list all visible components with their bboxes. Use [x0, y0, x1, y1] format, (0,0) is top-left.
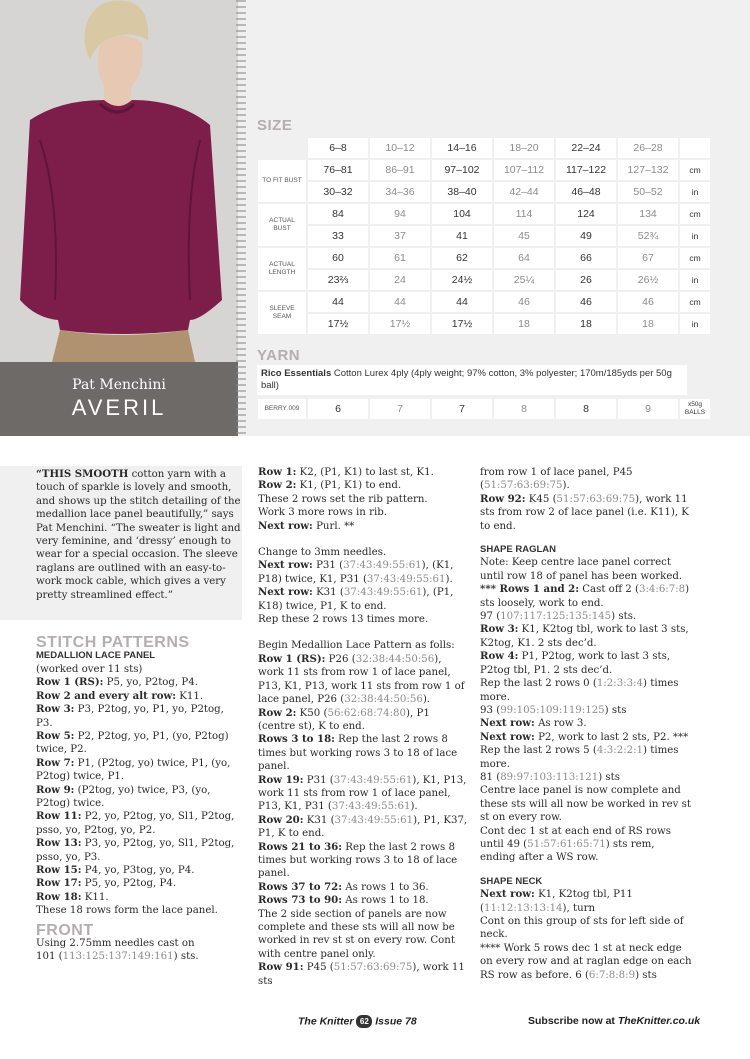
pattern-line [36, 891, 242, 904]
text-part: ), work 11 sts [258, 962, 465, 987]
measure-row [258, 182, 710, 202]
instruction [480, 942, 692, 982]
text-part: Cont dec 1 st at each end of RS rows until 49 ( [480, 825, 671, 850]
size-label-blank [258, 138, 306, 158]
size-values: 37:43:49:55:61 [333, 774, 413, 786]
measure-cell: 26½ [618, 270, 678, 290]
instruction [480, 610, 692, 623]
yarn-amount: 6 [308, 399, 368, 419]
text-part: K45 ( [525, 493, 557, 505]
measure-cell: 104 [432, 204, 492, 224]
row-label: Row 2 and every alt row: [36, 689, 177, 702]
row-text: K2, (P1, K1) to last st, K1. [296, 467, 434, 478]
size-table [256, 136, 712, 336]
text-part: ) sts loosely, work to end. [480, 584, 690, 609]
text-part: P31 ( [303, 774, 334, 786]
yarn-description [257, 365, 687, 395]
intro-box [0, 466, 242, 620]
measure-cell: 86–91 [370, 160, 430, 180]
text-part: ) times more. [480, 678, 679, 703]
pattern-line [36, 784, 242, 811]
measure-cell: 46–48 [556, 182, 616, 202]
subscribe-text: Subscribe now at [528, 1015, 618, 1027]
instruction [258, 894, 468, 907]
measure-cell: 66 [556, 248, 616, 268]
yarn-unit: x50g BALLS [680, 399, 710, 419]
pattern-line [36, 730, 242, 757]
instruction: Rep these 2 rows 13 times more. [258, 614, 429, 626]
measure-cell: 41 [432, 226, 492, 246]
measure-label: ACTUAL LENGTH [258, 248, 306, 290]
text-part: 81 ( [480, 771, 501, 783]
row-label: Row 19: [258, 773, 304, 786]
measure-cell: 127–132 [618, 160, 678, 180]
instruction [480, 744, 692, 771]
size-values: 51:57:63:69:75 [483, 480, 563, 492]
size-values: 11:12:13:13:14 [483, 902, 563, 914]
row-label: Row 91: [258, 961, 304, 974]
pattern-line [36, 877, 242, 890]
row-label: Next row: [480, 888, 535, 901]
row-label: Row 20: [258, 813, 304, 826]
row-label: Rows 73 to 90: [258, 894, 343, 907]
instruction: Work 3 more rows in rib. [258, 507, 387, 519]
column-3 [480, 466, 692, 982]
text-part: ) sts [604, 704, 627, 716]
unit-cell: in [680, 226, 710, 246]
measure-cell: 17½ [308, 314, 368, 334]
text-part: Rep the last 2 rows 5 ( [480, 745, 597, 757]
size-values: 37:43:49:55:61 [343, 587, 423, 599]
measure-cell: 30–32 [308, 182, 368, 202]
shape-neck-heading: SHAPE NECK [480, 875, 543, 887]
measure-cell: 46 [494, 292, 554, 312]
instruction [480, 731, 692, 744]
text-part: 93 ( [480, 704, 501, 716]
pattern-line [36, 837, 242, 864]
measure-cell: 49 [556, 226, 616, 246]
front-heading: FRONT [36, 921, 94, 939]
pattern-line [36, 810, 242, 837]
size-cell: 14–16 [432, 138, 492, 158]
measure-cell: 44 [432, 292, 492, 312]
row-label: Row 5: [36, 729, 75, 742]
intro-lead: “THIS SMOOTH [36, 468, 129, 480]
instruction [480, 888, 692, 915]
measure-cell: 46 [618, 292, 678, 312]
measure-cell: 44 [308, 292, 368, 312]
intro-body: cotton yarn with a touch of sparkle is lovely and smooth, and shows up the stitch detailing of the medallion lace panel beautifully,” says Pat Menchini. “The sweater is light and very feminine, and ‘dressy’ enough to wear for a special occasion. The sleeve raglans are outlined with an easy-to-work mock cable, which gives a very pretty streamlined effect.” [36, 469, 241, 601]
measure-cell: 42–44 [494, 182, 554, 202]
yarn-amount: 9 [618, 399, 678, 419]
instruction [480, 650, 692, 677]
measure-cell: 25¼ [494, 270, 554, 290]
measure-cell: 26 [556, 270, 616, 290]
row-label: Next row: [258, 586, 313, 599]
text-part: P45 ( [303, 962, 334, 974]
measure-cell: 38–40 [432, 182, 492, 202]
instruction [258, 653, 468, 707]
measure-row [258, 204, 710, 224]
measure-cell: 124 [556, 204, 616, 224]
row-label: Rows 37 to 72: [258, 880, 343, 893]
instruction [258, 841, 468, 881]
magazine-name: The Knitter [298, 1015, 354, 1028]
measure-cell: 76–81 [308, 160, 368, 180]
row-label: Row 1: [258, 466, 297, 478]
text-part: ), work 11 sts from row 2 of lace panel (i.e. K11), K to end. [480, 493, 689, 532]
row-label: Row 1 (RS): [36, 676, 104, 689]
size-values: 6:7:8:8:9 [588, 969, 636, 981]
row-label: Next row: [480, 717, 535, 730]
text-part: ), work 11 sts from row 1 of lace panel, P13, K1, P13, work 11 sts from row 1 of lace panel, P26 ( [258, 653, 465, 706]
text-part: ), turn [562, 902, 596, 914]
pattern-line [36, 676, 242, 689]
text-part: ) sts [598, 771, 620, 783]
instruction [258, 881, 468, 894]
spiral-binding [236, 0, 246, 436]
size-heading: SIZE [257, 117, 293, 134]
size-values: 89:97:103:113:121 [500, 771, 599, 783]
instruction [258, 559, 468, 586]
size-cell: 22–24 [556, 138, 616, 158]
measure-cell: 33 [308, 226, 368, 246]
row-text: As row 3. [534, 718, 587, 730]
unit-cell: cm [680, 160, 710, 180]
instruction [480, 825, 692, 865]
row-label: Row 9: [36, 783, 75, 796]
measure-row [258, 160, 710, 180]
measure-cell: 97–102 [432, 160, 492, 180]
measure-cell: 17½ [432, 314, 492, 334]
size-values: 51:57:63:69:75 [556, 493, 636, 505]
yarn-amount: 7 [432, 399, 492, 419]
intro-text [36, 468, 242, 602]
text-part: K50 ( [296, 707, 328, 719]
instruction [258, 586, 468, 613]
measure-cell: 24 [370, 270, 430, 290]
instruction [258, 733, 468, 773]
instruction: Note: Keep centre lace panel correct until row 18 of panel has been worked. [480, 557, 683, 582]
designer-name: Pat Menchini [72, 377, 166, 393]
instruction [258, 707, 468, 734]
instruction [258, 520, 468, 533]
row-label: Row 18: [36, 890, 82, 903]
row-text: P5, yo, P2tog, P4. [81, 878, 177, 890]
row-label: Row 2: [258, 479, 297, 492]
row-text: P2, work to last 2 sts, P2. *** [534, 731, 689, 743]
measure-cell: 23⅔ [308, 270, 368, 290]
row-text: K11. [176, 690, 204, 702]
text-part: ), P1, K37, P1, K to end. [258, 814, 468, 840]
row-text: (P2tog, yo) twice, P3, (yo, P2tog) twice. [36, 784, 211, 809]
text-part: ) sts [635, 969, 657, 981]
unit-cell: in [680, 270, 710, 290]
measure-cell: 52¾ [618, 226, 678, 246]
model-photo [0, 0, 238, 362]
measure-cell: 24½ [432, 270, 492, 290]
instruction [480, 704, 692, 717]
size-values: 3:4:6:7:8 [639, 584, 686, 596]
size-values: 37:43:49:55:61 [331, 801, 411, 813]
top-panel [0, 0, 750, 436]
size-cell: 18–20 [494, 138, 554, 158]
measure-row [258, 226, 710, 246]
shape-raglan-heading: SHAPE RAGLAN [480, 544, 557, 556]
text-part: Rep the last 2 rows 0 ( [480, 678, 597, 690]
unit-cell-blank [680, 138, 710, 158]
size-values: 113:125:137:149:161 [62, 951, 174, 963]
pattern-line [36, 864, 242, 877]
text-part: Cast off 2 ( [579, 584, 639, 596]
text-part: from row 1 of lace panel, P45 ( [480, 467, 633, 492]
text-part: ), P1 (centre st), K to end. [258, 707, 430, 732]
spacer [258, 533, 468, 546]
row-text: P3, yo, P2tog, yo, Sl1, P2tog, psso, yo, P3. [36, 838, 235, 863]
instruction [480, 583, 692, 610]
instruction: Cont on this group of sts for left side of neck. [480, 916, 684, 941]
measure-cell: 37 [370, 226, 430, 246]
subscribe-link[interactable]: TheKnitter.co.uk [617, 1015, 701, 1027]
row-label: Row 3: [36, 703, 75, 716]
row-text: (worked over 11 sts) [36, 663, 143, 675]
instruction: The 2 side section of panels are now complete and these sts will all now be worked in rev st st on every row. Cont with centre panel only. [258, 908, 455, 960]
measure-cell: 60 [308, 248, 368, 268]
row-text: P2, yo, P2tog, yo, Sl1, P2tog, psso, yo, P2tog, yo, P2. [36, 811, 235, 836]
row-text: As rows 1 to 18. [342, 895, 429, 907]
text-part: ), (K1, P18) twice, K1, P31 ( [258, 560, 454, 585]
instruction [480, 677, 692, 704]
instruction: Begin Medallion Lace Pattern as folls: [258, 640, 455, 652]
instruction [480, 623, 692, 650]
pattern-line [36, 757, 242, 784]
text-part: ) sts rem, ending after a WS row. [480, 838, 655, 864]
stitch-patterns-heading: STITCH PATTERNS [36, 634, 190, 652]
size-values: 37:43:49:55:61 [334, 814, 414, 826]
text-part: ). [410, 801, 418, 813]
measure-row [258, 248, 710, 268]
row-text: P5, yo, P2tog, P4. [103, 677, 198, 689]
size-values: 32:38:44:50:56 [344, 694, 423, 706]
row-label: Row 1 (RS): [258, 652, 326, 665]
text-part: K31 ( [312, 587, 344, 599]
measure-cell: 61 [370, 248, 430, 268]
yarn-amount: 7 [370, 399, 430, 419]
column-1 [36, 466, 242, 964]
front-text: Using 2.75mm needles cast on [36, 938, 195, 949]
measure-cell: 94 [370, 204, 430, 224]
instruction: Change to 3mm needles. [258, 547, 387, 559]
row-label: Row 7: [36, 756, 75, 769]
row-label: Row 13: [36, 837, 82, 850]
measure-cell: 45 [494, 226, 554, 246]
text-part: K1, K2tog tbl, P11 ( [480, 889, 633, 914]
text-part: ), K1, P13, work 11 sts from row 1 of lace panel, P13, K1, P31 ( [258, 774, 467, 813]
measure-cell: 84 [308, 204, 368, 224]
row-text: These 18 rows form the lace panel. [36, 905, 218, 917]
measure-cell: 18 [618, 314, 678, 334]
row-label: Next row: [258, 519, 313, 532]
row-text: K1, K2tog tbl, work to last 3 sts, K2tog, K1. 2 sts dec’d. [480, 624, 689, 649]
row-text: Rep the last 2 rows 8 times but working rows 3 to 18 of lace panel. [258, 734, 458, 773]
pattern-line [36, 663, 242, 676]
text-part: ) sts. [173, 951, 199, 963]
row-text: As rows 1 to 36. [342, 881, 429, 893]
text-part: 101 ( [36, 951, 63, 963]
yarn-table [256, 397, 712, 421]
row-text: K1, (P1, K1) to end. [296, 480, 402, 492]
size-values: 37:43:49:55:61 [366, 573, 446, 585]
size-cell: 6–8 [308, 138, 368, 158]
yarn-shade: BERRY 009 [258, 399, 306, 419]
row-text: P1, (P2tog, yo) twice, P1, (yo, P2tog) twice, P1. [36, 757, 231, 783]
row-label: Row 3: [480, 623, 519, 636]
model-illustration [0, 0, 238, 362]
measure-cell: 46 [556, 292, 616, 312]
text-part: ), (P1, K18) twice, P1, K to end. [258, 587, 454, 612]
footer-subscribe [528, 1015, 700, 1027]
yarn-heading: YARN [257, 347, 301, 364]
yarn-row [258, 399, 710, 419]
size-values: 107:117:125:135:145 [500, 611, 612, 623]
text-part: ). [562, 480, 570, 492]
pattern-title-box [0, 362, 238, 436]
issue-number: Issue 78 [375, 1015, 417, 1028]
row-label: Row 15: [36, 863, 82, 876]
instruction [480, 771, 692, 784]
text-part: ) sts. [611, 611, 637, 623]
measure-cell: 44 [370, 292, 430, 312]
measure-row [258, 314, 710, 334]
pattern-name: AVERIL [71, 395, 167, 420]
row-text: Rep the last 2 rows 8 times but working rows 3 to 18 of lace panel. [258, 841, 458, 880]
row-text: K11. [81, 891, 109, 903]
text-part: K31 ( [303, 814, 335, 826]
size-values: 99:105:109:119:125 [500, 704, 605, 716]
instruction [258, 774, 468, 814]
measure-cell: 34–36 [370, 182, 430, 202]
measure-label: ACTUAL BUST [258, 204, 306, 246]
row-label: Row 11: [36, 810, 82, 823]
measure-row [258, 270, 710, 290]
measure-cell: 107–112 [494, 160, 554, 180]
pattern-line [36, 690, 242, 703]
size-values: 51:57:61:65:71 [527, 838, 606, 850]
row-text: Purl. ** [312, 520, 355, 532]
text-part: P31 ( [312, 560, 344, 572]
footer-magazine [298, 1015, 417, 1028]
pattern-line [36, 703, 242, 730]
size-values: 56:62:68:74:80 [327, 707, 407, 719]
instruction: These 2 rows set the rib pattern. [258, 493, 428, 505]
row-label: *** Rows 1 and 2: [480, 583, 580, 596]
instruction [258, 814, 468, 841]
row-label: Next row: [480, 730, 535, 743]
size-cell: 10–12 [370, 138, 430, 158]
measure-cell: 114 [494, 204, 554, 224]
size-cell: 26–28 [618, 138, 678, 158]
yarn-brand: Rico Essentials [261, 368, 332, 379]
unit-cell: in [680, 182, 710, 202]
page-number: 62 [356, 1015, 372, 1028]
text-part: ) times more. [480, 745, 679, 770]
front-text [36, 950, 242, 963]
measure-label: SLEEVE SEAM [258, 292, 306, 334]
size-values: 1:2:3:3:4 [596, 678, 644, 690]
row-label: Rows 21 to 36: [258, 840, 343, 853]
row-text: P2, P2tog, yo, P1, (yo, P2tog) twice, P2. [36, 730, 229, 756]
measure-label: TO FIT BUST [258, 160, 306, 202]
measure-cell: 117–122 [556, 160, 616, 180]
lace-panel-heading: MEDALLION LACE PANEL [36, 650, 156, 662]
size-values: 37:43:49:55:61 [343, 560, 422, 572]
instruction [258, 466, 468, 479]
spacer [258, 626, 468, 639]
size-values: 4:3:2:2:1 [596, 745, 644, 757]
measure-cell: 62 [432, 248, 492, 268]
measure-cell: 134 [618, 204, 678, 224]
yarn-amount: 8 [556, 399, 616, 419]
text-part: 97 ( [480, 611, 501, 623]
measure-cell: 17½ [370, 314, 430, 334]
row-label: Rows 3 to 18: [258, 733, 335, 746]
measure-cell: 18 [494, 314, 554, 334]
measure-cell: 50–52 [618, 182, 678, 202]
measure-cell: 18 [556, 314, 616, 334]
row-text: P1, P2tog, work to last 3 sts, P2tog tbl, P1. 2 sts dec’d. [480, 651, 671, 676]
instruction [258, 479, 468, 492]
instruction [480, 717, 692, 730]
size-values: 51:57:63:69:75 [333, 962, 413, 974]
yarn-details: Cotton Lurex 4ply (4ply weight; 97% cotton, 3% polyester; 170m/185yds per 50g ball) [261, 368, 672, 391]
row-label: Row 4: [480, 650, 519, 663]
unit-cell: cm [680, 204, 710, 224]
row-label: Row 2: [258, 706, 297, 719]
row-label: Next row: [258, 559, 313, 572]
row-label: Row 92: [480, 492, 526, 505]
text-part: **** Work 5 rows dec 1 st at neck edge on every row and at raglan edge on each RS row as before. 6 ( [480, 942, 692, 981]
row-label: Row 17: [36, 877, 82, 890]
unit-cell: cm [680, 248, 710, 268]
row-text: P3, P2tog, yo, P1, yo, P2tog, P3. [36, 704, 224, 729]
instruction [480, 493, 692, 533]
instruction [258, 961, 468, 988]
pattern-line [36, 904, 242, 917]
text-part: ). [445, 573, 453, 585]
row-text: P4, yo, P3tog, yo, P4. [81, 864, 195, 876]
column-2 [258, 466, 468, 988]
text-part: ). [422, 694, 431, 706]
size-values: 32:38:44:50:56 [355, 653, 435, 665]
yarn-amount: 8 [494, 399, 554, 419]
unit-cell: in [680, 314, 710, 334]
size-header-row [258, 138, 710, 158]
unit-cell: cm [680, 292, 710, 312]
instruction [480, 466, 692, 493]
measure-row [258, 292, 710, 312]
text-part: P26 ( [325, 653, 356, 665]
measure-cell: 64 [494, 248, 554, 268]
measure-cell: 67 [618, 248, 678, 268]
instruction: Centre lace panel is now complete and these sts will all now be worked in rev st st on every row. [480, 785, 691, 824]
